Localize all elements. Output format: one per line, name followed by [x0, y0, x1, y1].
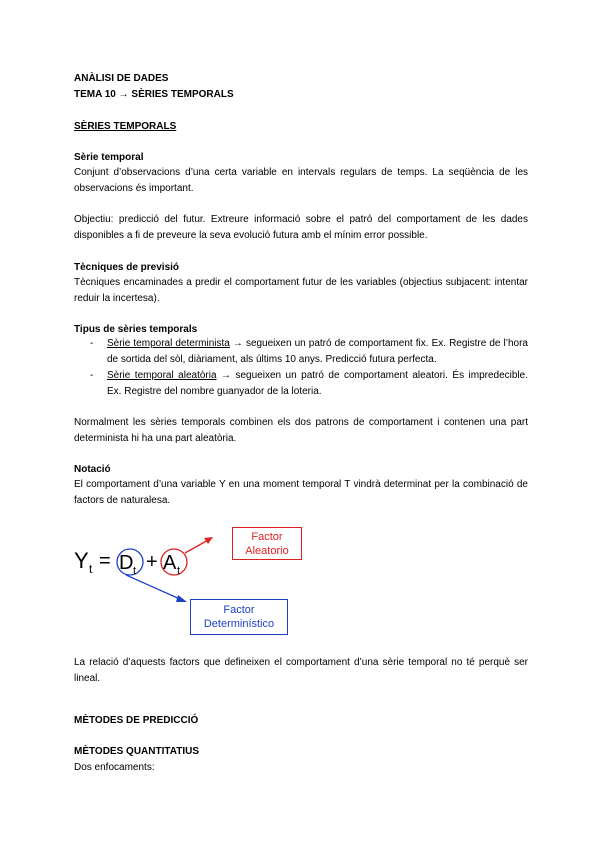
- factor-deterministic-label: Determinístico: [203, 618, 275, 630]
- term-determinista: Sèrie temporal determinista: [107, 338, 230, 349]
- paragraph-line: reduir la incertesa).: [74, 293, 160, 304]
- paragraph-line: disponibles a fi de preveure la seva evolució futura amb el mínim error possible.: [74, 230, 428, 241]
- paragraph-line: observacions és important.: [74, 183, 194, 194]
- arrow-glyph: →: [229, 338, 246, 349]
- item-text: segueixen un patró de comportament aleatori. És impredecible.: [235, 370, 528, 381]
- paragraph-line: Conjunt d’observacions d’una certa variable en intervals regulars de temps. La seqüència de les: [74, 167, 528, 178]
- deterministic-arrow: [126, 575, 182, 600]
- list-item-line: Ex. Registre del nombre guanyador de la loteria.: [107, 386, 322, 397]
- formula-a-sub: t: [177, 565, 181, 577]
- paragraph-line: La relació d’aquests factors que defineixen el comportament d’una sèrie temporal no té perquè ser: [74, 657, 528, 668]
- heading-tipus: Tipus de sèries temporals: [74, 324, 198, 335]
- paragraph-line: Dos enfocaments:: [74, 762, 155, 773]
- heading-serie-temporal: Sèrie temporal: [74, 152, 144, 163]
- paragraph-line: Tècniques encaminades a predir el comportament futur de les variables (objectius subjacent: intentar: [74, 277, 528, 288]
- factor-deterministic-label: Factor: [223, 604, 255, 616]
- list-item-line: [107, 338, 528, 350]
- random-arrowhead: [204, 537, 213, 544]
- formula-y: Y: [74, 548, 89, 573]
- list-bullet: -: [90, 338, 94, 349]
- paragraph-line: Objectiu: predicció del futur. Extreure informació sobre el patró del comportament de les dades: [74, 214, 528, 225]
- formula-y-sub: t: [89, 562, 93, 576]
- list-item-line: [107, 370, 528, 382]
- paragraph-line: Normalment les sèries temporals combinen els dos patrons de comportament i contenen una part: [74, 417, 528, 428]
- factor-deterministic-box: [190, 599, 288, 635]
- topic-title: TEMA 10 → SÈRIES TEMPORALS: [74, 89, 234, 100]
- arrow-glyph: →: [216, 370, 236, 381]
- formula-d-sub: t: [133, 565, 137, 577]
- list-bullet: -: [90, 370, 94, 381]
- item-text: segueixen un patró de comportament fix. Ex. Registre de l’hora: [245, 338, 528, 349]
- deterministic-arrowhead: [176, 595, 187, 602]
- paragraph-line: factors de naturalesa.: [74, 495, 171, 506]
- formula-d: D: [119, 552, 134, 574]
- heading-tecniques: Tècniques de previsió: [74, 262, 180, 273]
- factor-random-label: Aleatorio: [245, 545, 289, 557]
- formula-equals: =: [99, 550, 111, 572]
- list-item-line: de sortida del sòl, diàriament, als últims 10 anys. Predicció futura perfecta.: [107, 354, 437, 365]
- paragraph-line: lineal.: [74, 673, 101, 684]
- subtitle-quantitative: MÈTODES QUANTITATIUS: [74, 746, 199, 757]
- subject-title: ANÀLISI DE DADES: [74, 73, 169, 84]
- term-aleatoria: Sèrie temporal aleatòria: [107, 370, 217, 381]
- factor-random-box: [232, 527, 302, 560]
- factor-random-label: Factor: [251, 531, 283, 543]
- paragraph-line: El comportament d’una variable Y en una moment temporal T vindrà determinat per la combinació de: [74, 479, 528, 490]
- formula-a: A: [163, 552, 177, 574]
- section-title-methods: MÈTODES DE PREDICCIÓ: [74, 715, 199, 726]
- formula-plus: +: [146, 551, 158, 573]
- heading-notacio: Notació: [74, 464, 111, 475]
- paragraph-line: determinista hi ha una part aleatòria.: [74, 433, 237, 444]
- section-title-series: SÈRIES TEMPORALS: [74, 121, 177, 132]
